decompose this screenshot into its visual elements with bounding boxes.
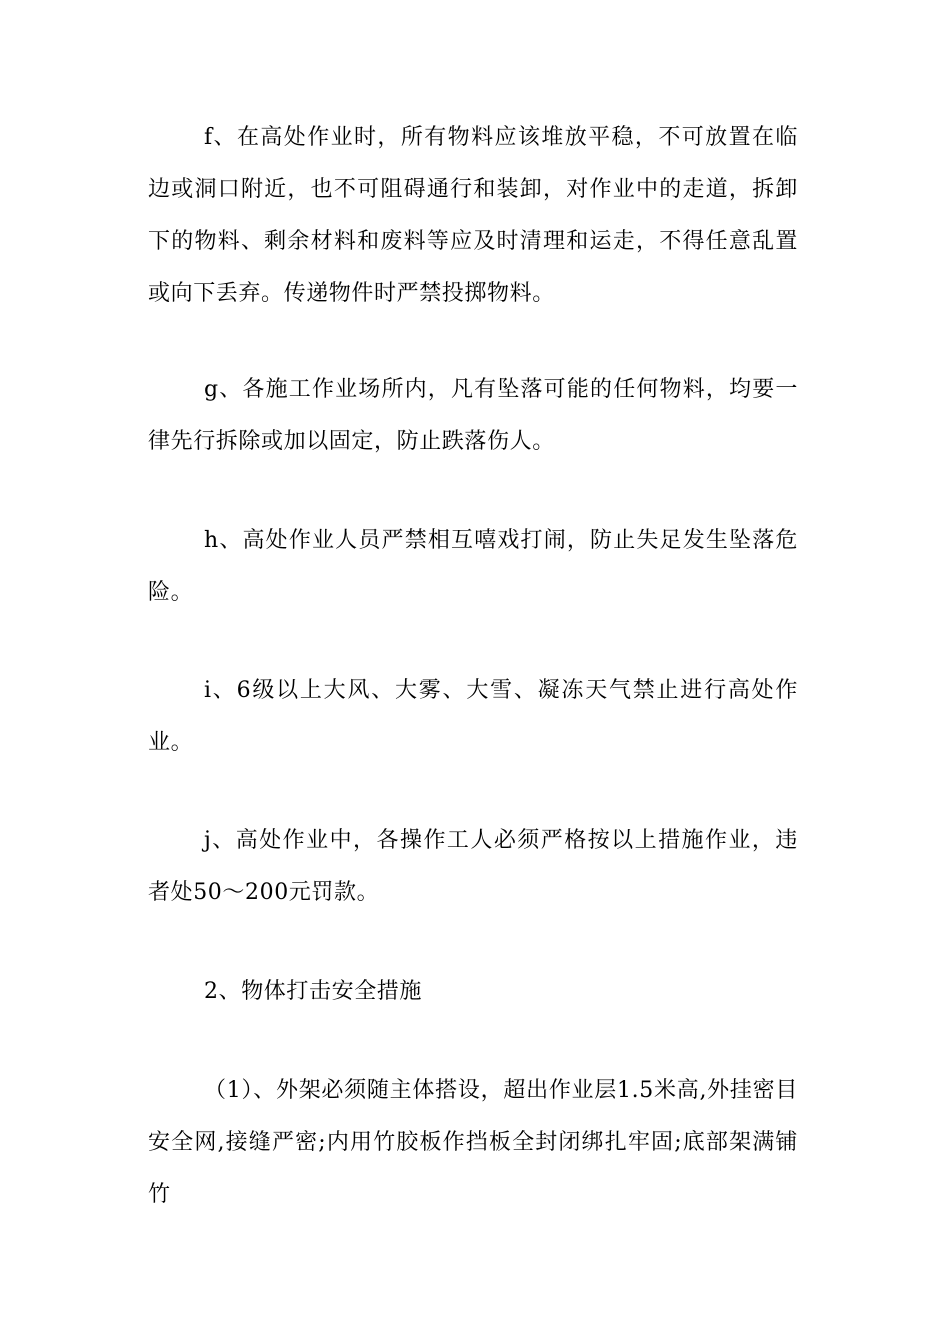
paragraph-1: （1）、外架必须随主体搭设，超出作业层1.5米高,外挂密目安全网,接缝严密;内用竹胶板作挡板全封闭绑扎牢固;底部架满铺竹	[148, 1078, 798, 1207]
paragraph-h: h、高处作业人员严禁相互嘻戏打闹，防止失足发生坠落危险。	[148, 528, 798, 605]
section-heading-object-strike: 2、物体打击安全措施	[204, 979, 422, 1004]
paragraph-f: f、在高处作业时，所有物料应该堆放平稳，不可放置在临边或洞口附近，也不可阻碍通行和装卸，对作业中的走道，拆卸下的物料、剩余材料和废料等应及时清理和运走，不得任意乱置或向下丢弃。传递物件时严禁投掷物料。	[148, 125, 798, 306]
paragraph-i: i、6级以上大风、大雾、大雪、凝冻天气禁止进行高处作业。	[148, 678, 798, 755]
paragraph-g: g、各施工作业场所内，凡有坠落可能的任何物料，均要一律先行拆除或加以固定，防止跌落伤人。	[148, 377, 798, 454]
paragraph-j: j、高处作业中，各操作工人必须严格按以上措施作业，违者处50～200元罚款。	[148, 828, 798, 905]
